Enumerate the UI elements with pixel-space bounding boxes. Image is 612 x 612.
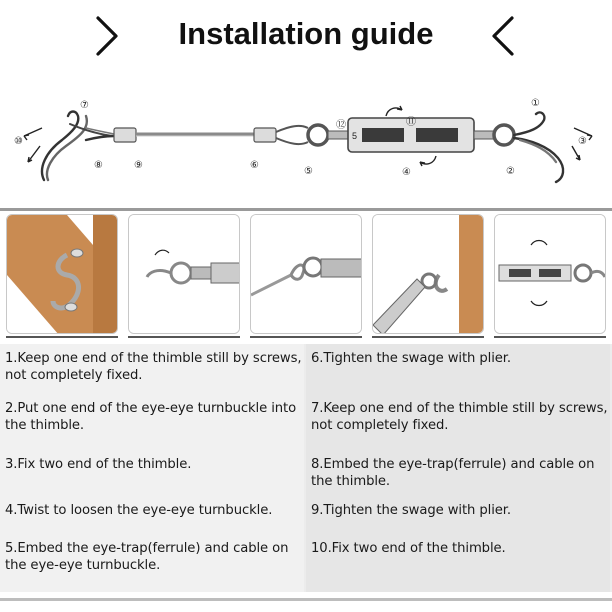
header [0,0,612,80]
label-2: ② [506,166,515,177]
label-1: ① [531,98,540,109]
thumbnail-3[interactable] [250,214,362,334]
turnbuckle-right-eye [494,125,514,145]
thumbnail-4[interactable] [372,214,484,334]
label-10: ⑩ [14,136,23,147]
label-9: ⑨ [134,160,143,171]
left-ferrule [114,128,136,142]
step-9: 9.Tighten the swage with plier. [311,503,511,518]
thimble-icon [251,215,362,334]
arrow-icon [28,146,40,162]
step-1: 1.Keep one end of the thimble still by screws, not completely fixed. [5,351,302,383]
label-11: ⑪ [406,117,416,128]
step-7: 7.Keep one end of the thimble still by screws, not completely fixed. [311,401,608,433]
assembly-diagram-svg [0,88,612,198]
label-7: ⑦ [80,100,89,111]
right-s-hook-icon [514,112,563,182]
eye-turnbuckle-icon [129,215,240,334]
label-6: ⑥ [250,160,259,171]
assembly-diagram [0,88,612,198]
steps-list [0,344,612,592]
turnbuckle-left-eye [308,125,328,145]
step-4: 4.Twist to loosen the eye-eye turnbuckle. [5,503,273,518]
label-12: ⑫ [336,120,346,131]
label-4: ④ [402,167,411,178]
turnbuckle-icon [373,215,484,334]
label-3: ③ [578,136,587,147]
step-5: 5.Embed the eye-trap(ferrule) and cable on the eye-eye turnbuckle. [5,541,289,573]
s-hook-icon [7,215,118,334]
step-8: 8.Embed the eye-trap(ferrule) and cable on the thimble. [311,457,595,489]
twist-icon [495,215,606,334]
thumbnail-5[interactable] [494,214,606,334]
label-5: ⑤ [304,166,313,177]
right-ferrule [254,128,276,142]
steps-column-right [306,344,610,592]
label-8: ⑧ [94,160,103,171]
turnbuckle-mark: 5 [352,131,358,141]
arrow-icon [572,146,580,160]
step-3: 3.Fix two end of the thimble. [5,457,192,472]
thumbnail-1[interactable] [6,214,118,334]
step-6: 6.Tighten the swage with plier. [311,351,511,366]
page-title: Installation guide [178,16,434,51]
chevron-left-icon[interactable] [488,14,518,58]
step-2: 2.Put one end of the eye-eye turnbuckle into the thimble. [5,401,297,433]
thumbnail-2[interactable] [128,214,240,334]
steps-column-left [0,344,304,592]
step-10: 10.Fix two end of the thimble. [311,541,506,556]
left-s-hook-icon [42,112,114,181]
step-thumbnails [0,208,612,338]
